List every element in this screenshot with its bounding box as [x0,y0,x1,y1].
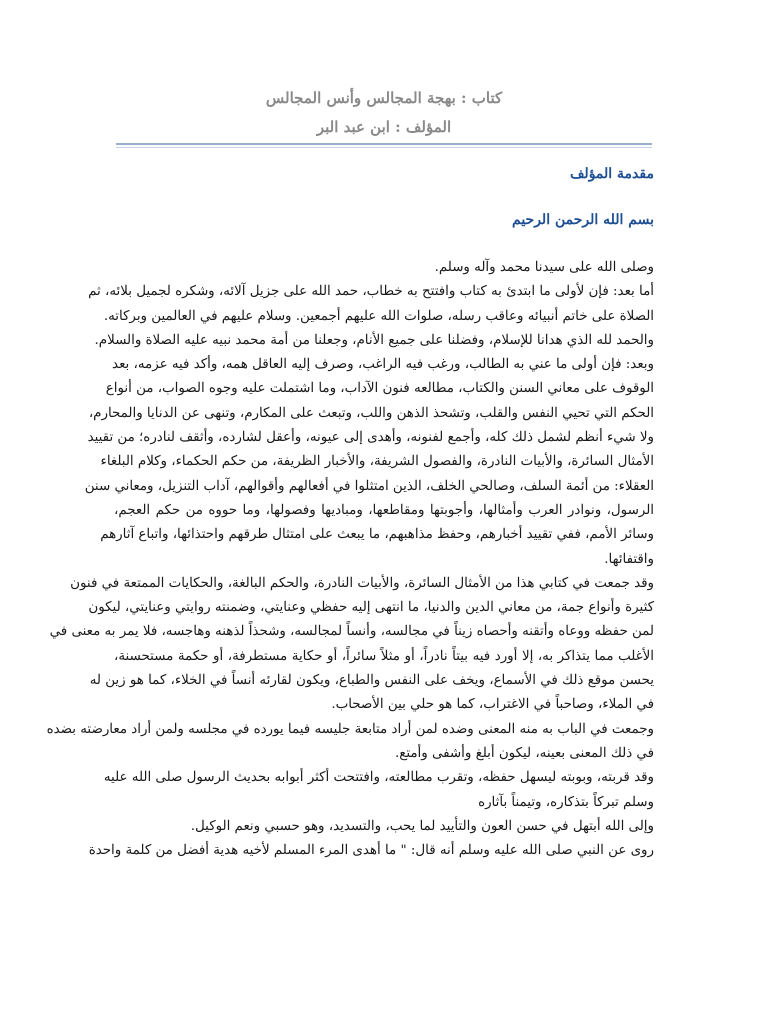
text-line: وقد قربته، وبوبته ليسهل حفظه، وتقرب مطالعته، وافتتحت أكثر أبوابه بحديث الرسول صلى الله عليه [103,770,654,786]
author-line: المؤلف : ابن عبد البر [316,118,452,136]
text-line: الحكم التي تحيي النفس والقلب، وتشحذ الذهن واللب، وتبعث على المكارم، وتنهى عن الدنايا والمحارم، [88,405,654,421]
text-line: الأمثال السائرة، والأبيات النادرة، والفصول الشريفة، والأخبار الظريفة، من حكم الحكماء، وكلام البلغاء [100,454,654,470]
paragraph [84,353,654,572]
text-line: وصلى الله على سيدنا محمد وآله وسلم. [434,260,654,275]
text-line: والحمد لله الذي هدانا للإسلام، وفضلنا على جميع الأنام، وجعلنا من أمة محمد نبيه عليه الصلاة والسلام. [94,332,654,348]
text-line: وبعد: فإن أولى ما عني به الطالب، ورغب فيه الراغب، وصرف إليه العاقل همه، وأكد فيه عزمه، بعد [112,357,654,373]
text-line: في الملاء، وصاحباً في الاغتراب، كما هو حلي بين الأصحاب. [331,697,654,713]
text-line: أما بعد: فإن لأولى ما ابتدئ به كتاب وافتتح به خطاب، حمد الله على جزيل آلائه، وشكره لجميل بلائه، ثم [88,284,654,300]
text-line: يحسن موقع ذلك في الأسماع، ويخف على النفس والطباع، ويكون لقارئه أنساً في الخلاء، كما هو زين له [89,673,654,689]
text-line: الأغلب مما يتذاكر به، إلا أورد فيه بيتاً نادراً، أو مثلاً سائراً، أو حكاية مستطرفة، أو حكمة مستحسنة، [114,648,654,664]
paragraph [94,329,654,353]
text-line: وسائر الأمم، ففي تقييد أخبارهم، وحفظ مذاهبهم، ما يبعث على امتثال طرقهم واحتذائها، واتباع آثارهم [100,527,654,543]
text-line: كثيرة وأنواع جمة، من معاني الدين والدنيا، ما انتهى إليه حفظي وعنايتي، وضمنته روايتي وعنايتي، ليكون [88,600,654,616]
text-line: الوقوف على معاني السنن والكتاب، مطالعه فنون الآداب، وما اشتملت عليه وجوه الصواب، من أنواع [105,381,654,397]
book-title: كتاب : بهجة المجالس وأنس المجالس [265,89,503,107]
text-line: العقلاء: من أئمة السلف، وصالحي الخلف، الذين امتثلوا في أفعالهم وأقوالهم، آداب التنزيل، ومعاني سنن [84,478,654,494]
paragraph [46,718,654,767]
paragraph [49,572,654,718]
paragraph [88,280,654,329]
text-line: في ذلك المعنى بعينه، ليكون أبلغ وأشفى وأمتع. [394,745,654,761]
body-text [46,256,654,863]
paragraph [114,815,654,839]
basmala-heading: بسم الله الرحمن الرحيم [512,212,654,228]
text-line: وإلى الله أبتهل في حسن العون والتأييد لما يحب، والتسديد، وهو حسبي ونعم الوكيل. [190,818,654,834]
paragraph [103,766,654,815]
text-line: وجمعت في الباب به منه المعنى وضده لمن أراد متابعة جليسه فيما يورده في مجلسه ولمن أراد معارضته بضده [46,721,654,737]
text-line: الصلاة على خاتم أنبيائه وعاقب رسله، صلوات الله عليهم أجمعين. وسلام عليهم في العالمين وبركاته. [103,308,654,324]
text-line: وسلم تبركاً بتذكاره، وتيمناً بآثاره [478,794,654,810]
text-line: واقتفائها. [604,551,654,567]
section-heading: مقدمة المؤلف [569,166,654,182]
paragraph [88,839,654,863]
text-line: لمن حفظه ووعاه وأتقنه وأحصاه زيناً في مجالسه، وأنساً لمجالسه، وشحذاً لذهنه وهاجسه، فلا يمر به معنى في [49,624,654,640]
text-line: روى عن النبي صلى الله عليه وسلم أنه قال: " ما أهدى المرء المسلم لأخيه هدية أفضل من كلمة واحدة [88,843,654,859]
text-line: الرسول، ونوادر العرب وأمثالها، وأجوبتها ومقاطعها، ومباديها وفصولها، وما حووه من حكم العجم، [114,502,654,518]
text-line: ولا شيء أنظم لشمل ذلك كله، وأجمع لفنونه، وأهدى إلى عيونه، وأعقل لشارده، وأثقف لنادره؛ من تقييد [87,430,654,446]
text-line: وقد جمعت في كتابي هذا من الأمثال السائرة، والأبيات النادرة، والحكم البالغة، والحكايات الممتعة في فنون [70,575,654,591]
paragraph [114,256,654,280]
header-divider [116,143,652,148]
